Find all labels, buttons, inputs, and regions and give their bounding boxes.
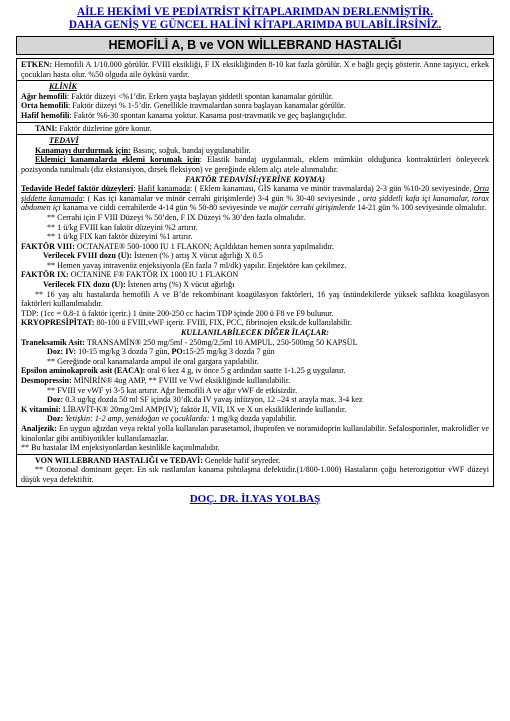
k-vitamini-doz-text: 1 mg/kg dozda yapılabilir. [209,414,297,424]
desmopressin-doz-label: Doz: [47,395,64,405]
document-title: HEMOFİLİ A, B ve VON WİLLEBRAND HASTALIĞI [16,36,494,55]
tani-text: Faktör düzlerine göre konur. [57,123,152,133]
eaca-text: oral 6 kez 4 g, iv önce 5 g ardından saatte 1-1.25 g uygulanır. [145,366,346,376]
hedef-text-3: kanama ve ciddi cerrahilerde 4-14 gün % 50-80 seviyesinde ve [60,203,269,213]
analjezik-label: Analjezik: [21,423,57,433]
faktor-viii-dose-text: İstenen (% ) artış X vücut ağırlığı X 0.5 [131,251,263,261]
note-line: ** 1 ü/kg FIX kan faktör düzeyini %1 artırır. [47,232,193,242]
traneksamik-note: ** Gereğinde oral kanamalarda ampul ile oral gargara yapılabilir. [47,356,259,366]
eaca-label: Epsilon aminokaproik asit (EACA): [21,366,146,376]
tdp-line: TDP: (1cc = 0.8-1 ü faktör içerir.) 1 ünite 200-250 cc hacim TDP içinde 200 ü F8 ve F9 bulunur. [21,308,334,318]
hedef-hafif: Hafif kanamada [137,184,190,194]
tani-section [16,123,494,136]
note-line: ** 1 ü/kg FVIII kan faktör düzeyini %2 artırır. [47,222,198,232]
faktor-viii-dose-label: Verilecek FVIII dozu (U): [43,251,132,261]
tani-label: TANI: [35,123,58,133]
faktor-ix-dose-text: İstenen artış (%) X vücut ağırlığı [125,280,235,290]
k-vitamini-text: LİBAVİT-K® 20mg/2ml AMP(IV); faktör II, VII, IX ve X un eksikliklerinde kullanılır. [60,404,347,414]
kanama-label: Kanamayı durdurmak için: [35,145,131,155]
vwd-label: VON WILLEBRAND HASTALIĞI ve TEDAVİ: [35,455,203,465]
faktor-viii-note: ** Hemen yavaş intravenöz enjeksiyonla (En fazla 7 ml/dk) yapılır. Enjektöre kan çekilmez. [47,260,347,270]
note-line: ** Cerrahi için F VIII Düzeyi % 50’den, F IX Düzeyi % 30’den fazla olmalıdır. [47,212,306,222]
eklem-label: Eklemiçi kanamalarda eklemi korumak için [35,155,200,165]
k-vitamini-doz-italic: Yetişkin: 1-2 amp, yenidoğan ve çocuklarda: [65,414,210,424]
desmopressin-note: ** FVIII ve vWF yi 3-5 kat artırır. Ağır hemofili A ve ağır vWF de etkisizdir. [47,385,298,395]
klinik-row [21,92,489,102]
hedef-italic-2: majör cerrahi girişimlerde [268,203,356,213]
eklem-text: : Elastik bandaj uygulanmalı, eklem mümkün olduğunca kontraktürleri önleyecek pozisyonda tutulmalı (diz ekstansiyon, dirsek fleksiyon) ve gereğinde eklem alçı atele alınmalıdır. [21,155,489,174]
klinik-row [21,111,489,121]
etken-text: Hemofili A 1/10.000 görülür. FVIII eksikliği, F IX eksikliğinden 8-10 kat fazla görülür. X e bağlı geçiş gösterir. Anne taşıyıcı, erkek çocukları hasta olur. %50 olguda aile öyküsü vardır. [21,60,489,79]
klinik-row-text: : Faktör düzeyi <%1’dir. Erken yaşta başlayan şiddetli spontan kanamalar görülür. [66,91,334,101]
klinik-row-label: Ağır hemofili [21,91,67,101]
hedef-label: Tedavide Hedef faktör düzeyleri [21,184,134,194]
rekombinant-note: ** 16 yaş altı hastalarda hemofili A ve B’de rekombinant koagülasyon faktörleri, 16 yaş üstündekilerde yüksek saflıkta koagülasyon faktörleri kullanılmalıdır. [21,289,489,309]
tedavi-section [16,135,494,455]
banner-line-2: DAHA GENİŞ VE GÜNCEL HALİNİ KİTAPLARIMDA BULABİLİRSİNİZ. [68,19,442,31]
klinik-row-text: : Faktör %6-30 spontan kanama yoktur. Kanama post-travmatik ve geç başlangıçlıdır. [69,110,347,120]
banner-line-1: AİLE HEKİMİ VE PEDİATRİST KİTAPLARIMDAN DERLENMİŞTİR. [77,6,433,18]
hedef-text-1: : ( Eklem kanaması, GİS kanama ve minör travmalarda) 2-3 gün %10-20 seviyesinde, [189,184,474,194]
klinik-row [21,101,489,111]
faktor-viii-text: OCTANATE® 500-1000 IU 1 FLAKON; Açıldıktan hemen sonra yapılmalıdır. [74,241,334,251]
author-signature: DOÇ. DR. İLYAS YOLBAŞ [189,492,321,505]
klinik-row-label: Orta hemofili [21,101,68,111]
desmopressin-text: MİNİRİN® 4ug AMP, ** FVIII ve Vwf eksikliğinde kullanılabilir. [71,376,291,385]
k-vitamini-doz-label: Doz: [47,414,64,424]
header-banner [10,6,500,32]
faktor-ix-text: OCTANINE F® FAKTÖR IX 1000 IU 1 FLAKON [68,270,239,280]
klinik-heading: KLİNİK [49,82,77,92]
faktor-viii-label: FAKTÖR VIII: [21,241,75,251]
kryo-label: KRYOPRESİPİTAT: [21,318,95,328]
hedef-text-4: 14-21 gün % 100 seviyesinde olmalıdır. [355,203,487,213]
hedef-orta: Orta şiddette kanamada [21,184,490,203]
etken-label: ETKEN: [21,60,53,69]
klinik-row-text: : Faktör düzeyi % 1-5’dir. Genellikle travmalardan sonra başlayan kanamalar görülür. [67,101,346,111]
kryo-text: 80-100 ü FVIII,vWF içerir. FVIII, FIX, PCC, fibrinojen eksik.de kullanılabilir. [94,318,352,328]
faktor-ix-dose-label: Verilecek FIX dozu (U): [43,280,126,290]
klinik-row-label: Hafif hemofili [21,110,70,120]
im-note: ** Bu hastalar IM enjeksiyonlardan kesinlikle kaçınılmalıdır. [21,443,220,453]
traneksamik-po-label: PO: [171,347,186,357]
faktor-tedavisi-heading: FAKTÖR TEDAVİSİ:(YERİNE KOYMA) [185,174,325,184]
hedef-text-2: : ( Kas içi kanamalar ve minör cerrahi girişimlerde) 3-4 gün % 30-40 seviyesinde , [82,193,363,203]
desmopressin-label: Desmopressin: [21,376,72,385]
tedavi-heading: TEDAVİ [49,136,79,146]
klinik-section [16,81,494,122]
faktor-ix-label: FAKTÖR IX: [21,270,69,280]
vwd-section [16,455,494,487]
traneksamik-po-text: 15-25 mg/kg 3 dozda 7 gün [185,347,275,357]
diger-ilaclar-heading: KULLANILABİLECEK DİĞER İLAÇLAR: [181,328,329,338]
traneksamik-label: Traneksamik Asit: [21,337,85,347]
traneksamik-doz-label: Doz: IV: [47,347,77,357]
etken-section [16,58,494,81]
vwd-text: Genelde hafif seyreder. [202,455,281,465]
vwd-note: ** Otozomal dominant geçer. En sık rastlanılan kanama pıhtılaşma defektidir.(1/800-1.000) Hastaların çoğu heterozigottur vWF düzeyi düşük veya defektiftir. [21,465,489,484]
traneksamik-doz-text: 10-15 mg/kg 3 dozda 7 gün, [76,347,172,357]
hedef-italic: orta şiddetli kafa içi kanamalar, torax abdomen içi [21,193,489,213]
analjezik-text: En uygun ağızdan veya rektal yolla kullanılan parasetamol, ibuprofen ve noramidoprin kullanılabilir. Sefalosporinler, makrolidler ve kinolonlar gibi antibiyotikler kullanılamazlar. [21,423,489,443]
k-vitamini-label: K vitamini: [21,404,61,414]
desmopressin-doz-text: 0.3 ug/kg dozda 50 ml SF içinda 30’dk.da IV yavaş infüzyon, 12 –24 st arayla max. 3-4 kez [63,395,363,405]
kanama-text: Basınç, soğuk, bandaj uygulanabilir. [130,145,251,155]
hedef-paragraph: Tedavide Hedef faktör düzeyleri: Hafif kanamada: ( Eklem kanaması, GİS kanama ve minör travmalarda) 2-3 gün %10-20 seviyesinde, Orta şiddette kanamada: ( Kas içi kanamalar ve minör cerrahi girişimlerde) 3-4 gün % 30-40 seviyesinde , orta şiddetli kafa içi kanamalar, torax abdomen içi kanama ve ciddi cerrahilerde 4-14 gün % 50-80 seviyesinde ve majör cerrahi girişimlerde 14-21 gün % 100 seviyesinde olmalıdır. [21,184,490,213]
traneksamik-text: TRANSAMİN® 250 mg/5ml - 250mg/2,5ml 10 AMPUL, 250-500mg 50 KAPSÜL [84,337,358,347]
